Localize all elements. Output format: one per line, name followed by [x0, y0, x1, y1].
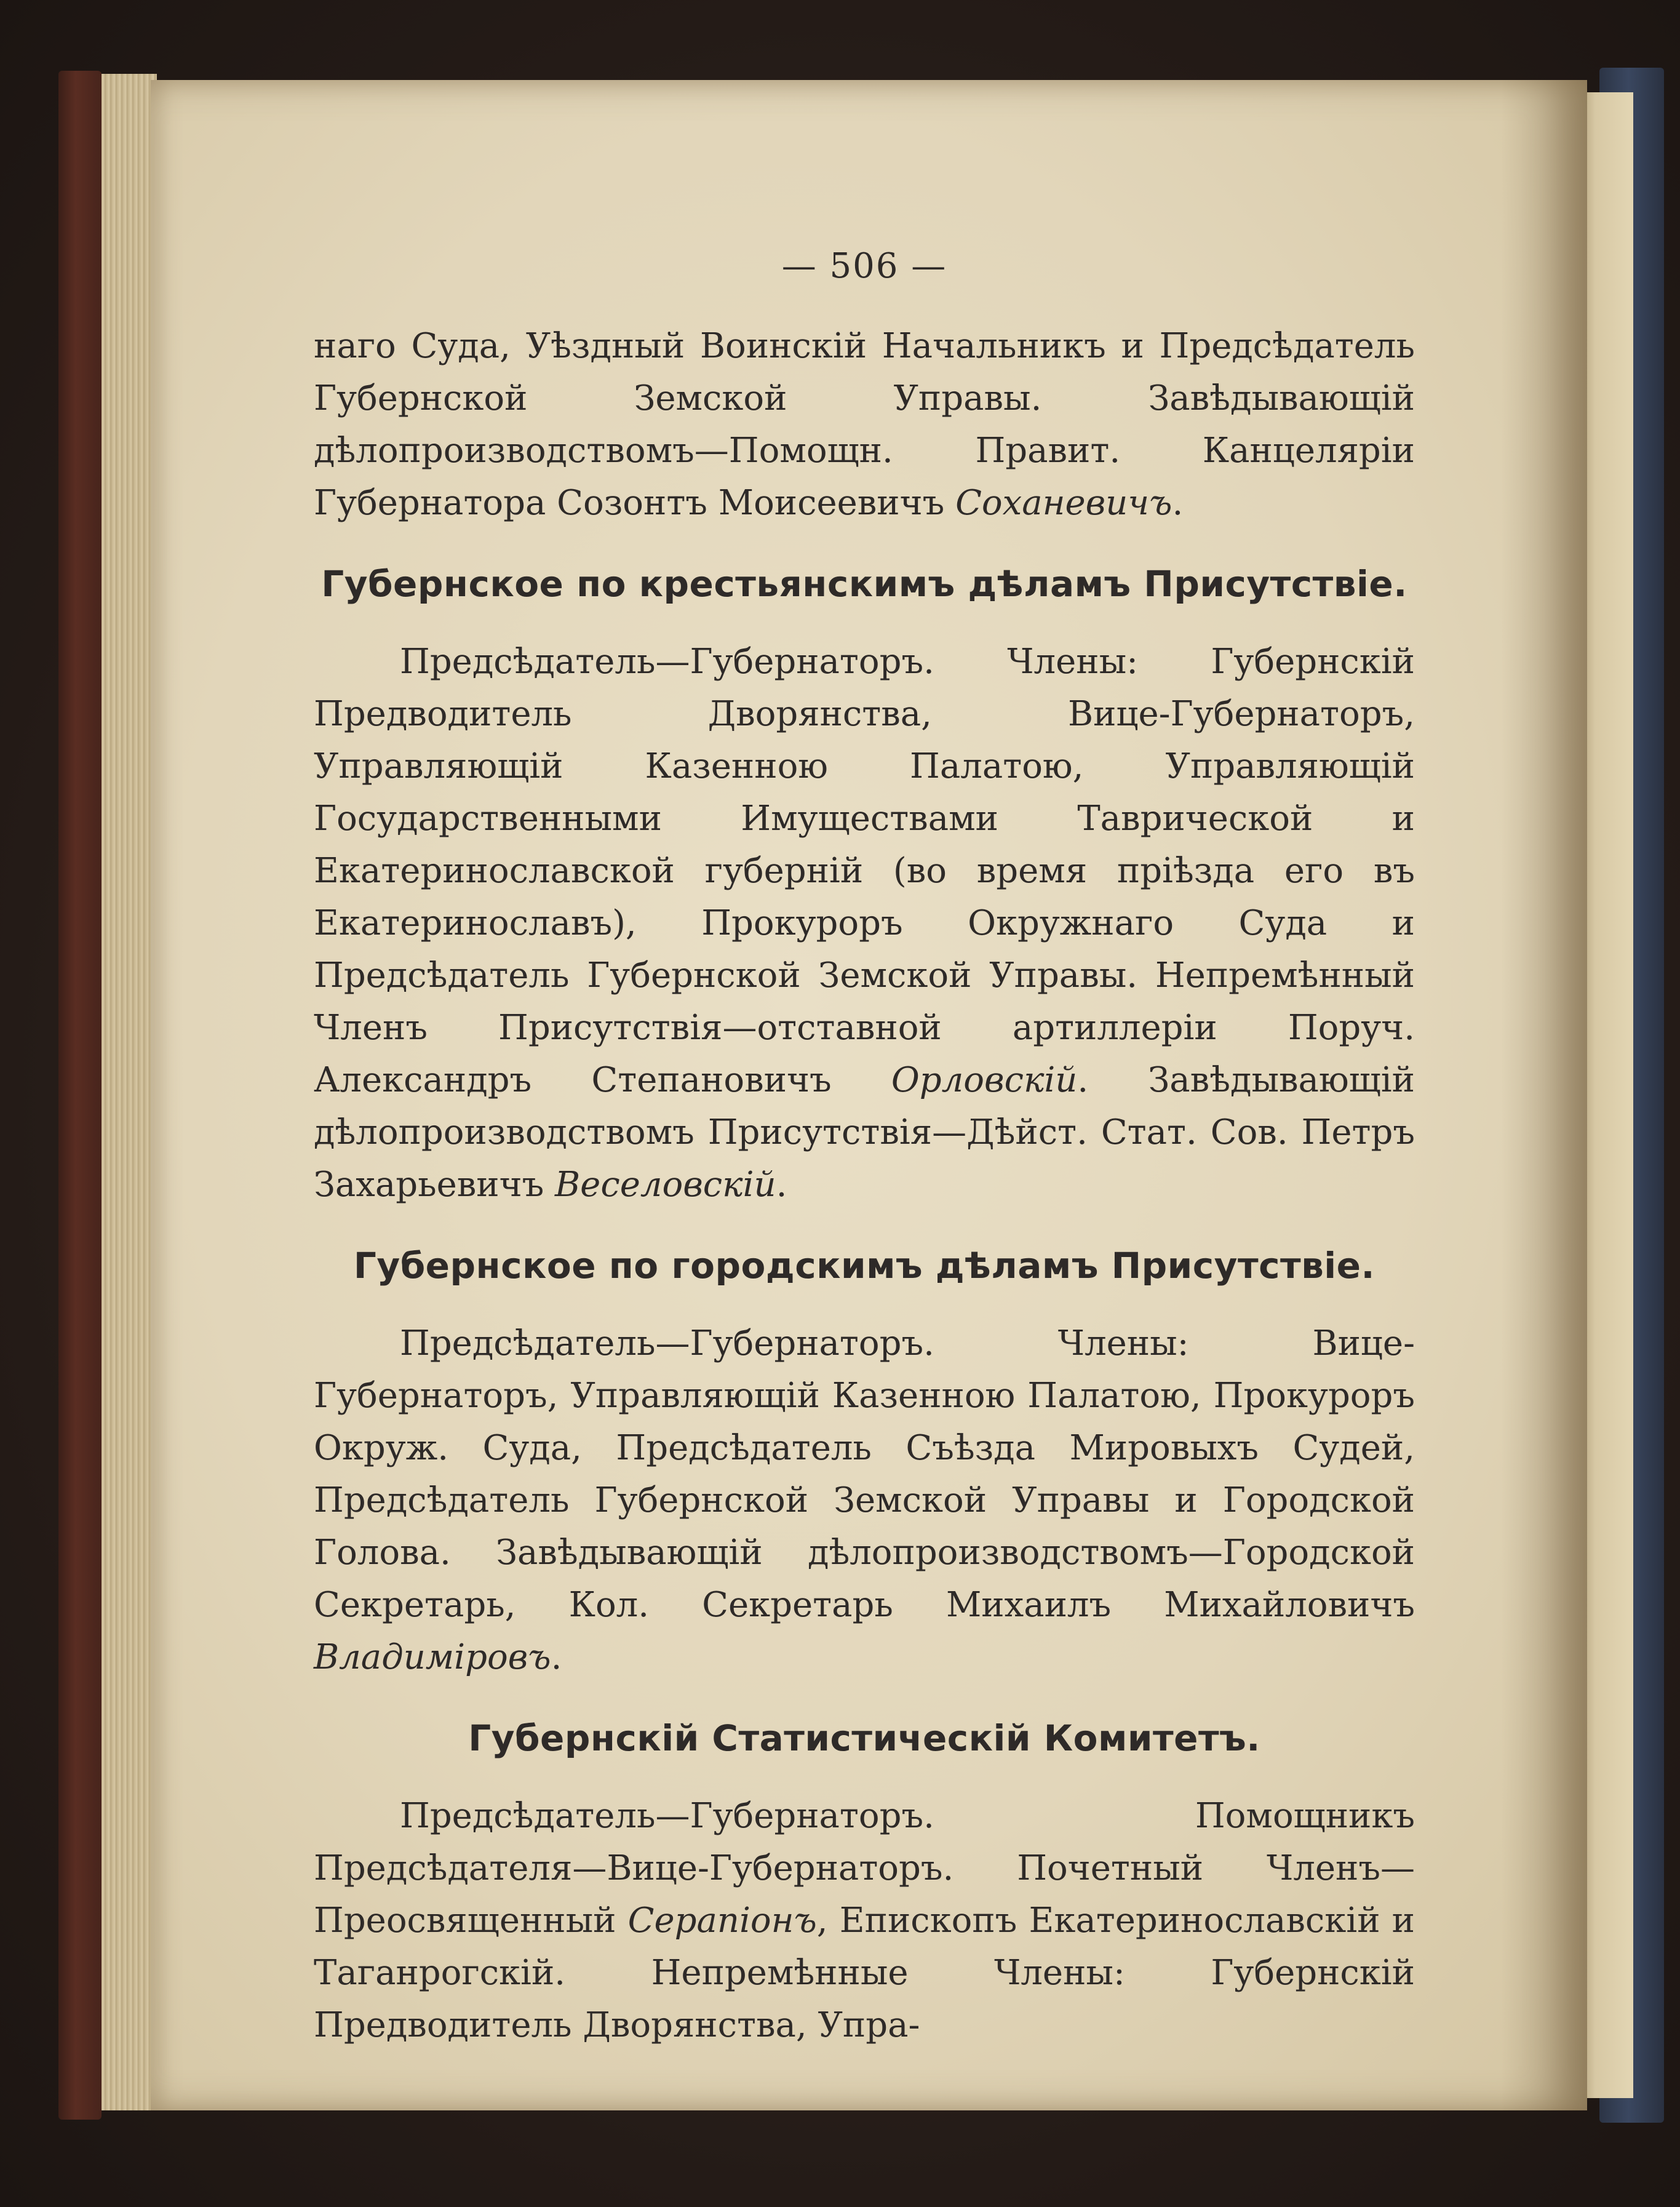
paragraph-text: наго Суда, Уѣздный Воинскій Начальникъ и Предсѣдатель Губернской Земской Управы. Завѣдывающій дѣлопроизводствомъ—Помощн. Правит. Канцеляріи Губернатора Созонтъ Моисеевичъ	[314, 326, 1415, 523]
continued-paragraph	[314, 320, 1415, 529]
italic-surname: Соханевичъ	[955, 483, 1172, 523]
section-heading: Губернское по городскимъ дѣламъ Присутствіе.	[353, 1245, 1375, 1287]
gutter-shadow	[1501, 80, 1587, 2110]
italic-surname: Владиміровъ	[314, 1637, 551, 1677]
paragraph-end: .	[551, 1637, 562, 1677]
page-text-block	[314, 246, 1415, 2051]
book-cover-left-edge	[58, 71, 102, 2120]
paragraph-text: , Епископъ Екатеринославскій и Таганрогскій. Непремѣнные Члены: Губернскій Предводитель Дворянства, Упра-	[314, 1901, 1415, 2045]
italic-surname: Веселовскій	[555, 1165, 776, 1205]
page-number: — 506 —	[781, 246, 947, 286]
paragraph-text: Предсѣдатель—Губернаторъ. Члены: Губернскій Предводитель Дворянства, Вице-Губернаторъ, Управляющій Казенною Палатою, Управляющій Государственными Имуществами Таврической и Екатеринославской губерній (во время пріѣзда его въ Екатеринославъ), Прокуроръ Окружнаго Суда и Предсѣдатель Губернской Земской Управы. Непремѣнный Членъ Присутствія—отставной артиллеріи Поруч. Александръ Степановичъ	[314, 642, 1415, 1100]
section-heading: Губернское по крестьянскимъ дѣламъ Присутствіе.	[321, 563, 1407, 605]
paragraph-text: Предсѣдатель—Губернаторъ. Помощникъ Предсѣдателя—Вице-Губернаторъ. Почетный Членъ—Преосвященный	[314, 1796, 1415, 1941]
paragraph-end: .	[1172, 483, 1184, 523]
paragraph-text: Предсѣдатель—Губернаторъ. Члены: Вице-Губернаторъ, Управляющій Казенною Палатою, Прокуроръ Окруж. Суда, Предсѣдатель Съѣзда Мировыхъ Судей, Предсѣдатель Губернской Земской Управы и Городской Голова. Завѣдывающій дѣлопроизводствомъ—Городской Секретарь, Кол. Секретарь Михаилъ Михайловичъ	[314, 1323, 1415, 1625]
section-paragraph	[314, 1317, 1415, 1683]
italic-surname: Серапіонъ	[627, 1901, 817, 1941]
paragraph-text: . Завѣдывающій дѣлопроизводствомъ Присутствія—Дѣйст. Стат. Сов. Петръ Захарьевичъ	[314, 1060, 1415, 1205]
section-heading: Губернскій Статистическій Комитетъ.	[468, 1717, 1260, 1759]
italic-surname: Орловскій	[891, 1060, 1078, 1100]
paragraph-end: .	[776, 1165, 787, 1205]
section-paragraph	[314, 636, 1415, 1211]
page-stack-edges	[102, 74, 157, 2110]
section-paragraph	[314, 1790, 1415, 2051]
